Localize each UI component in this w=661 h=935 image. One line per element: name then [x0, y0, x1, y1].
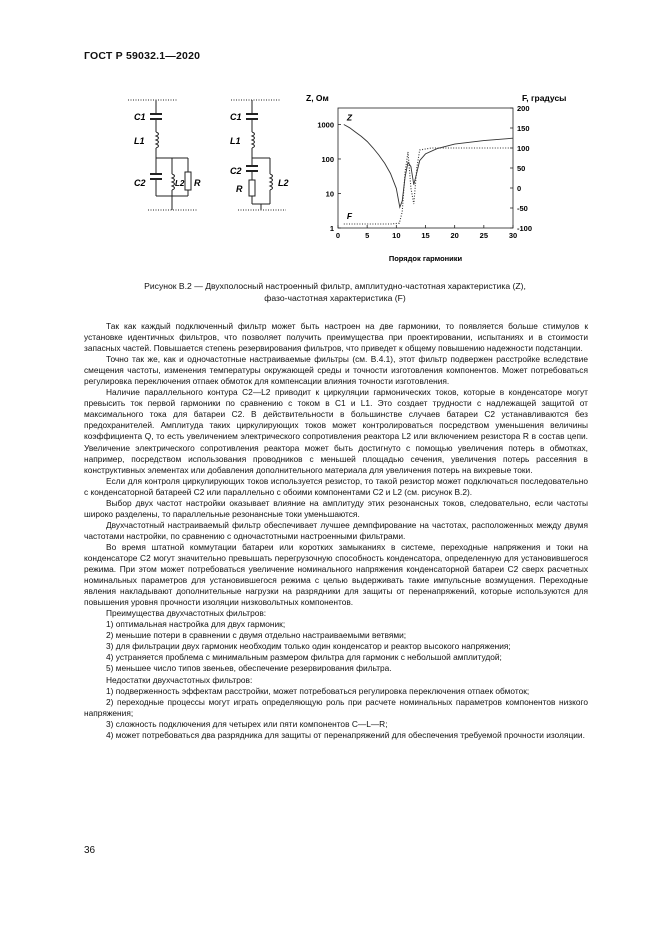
x-tick-label: 25: [479, 231, 489, 240]
label-c1-b: C1: [230, 112, 242, 122]
figure-caption: [84, 280, 586, 304]
body-text: [84, 321, 588, 741]
advantage-item-4: 4) устраняется проблема с минимальным размером фильтра для гармоник с небольшой амплитудой;: [106, 652, 502, 663]
label-c2-b: C2: [230, 166, 242, 176]
frequency-response-chart: [298, 86, 583, 271]
x-tick-label: 10: [392, 231, 401, 240]
y2-tick-label: 150: [517, 124, 530, 133]
y2-tick-label: 50: [517, 164, 526, 173]
caption-line-1: Рисунок В.2 — Двухполосный настроенный фильтр, амплитудно-частотная характеристика (Z),: [144, 281, 526, 291]
x-axis-label: Порядок гармоники: [388, 254, 463, 263]
label-r-a: R: [194, 178, 201, 188]
disadvantage-item-1: 1) подверженность эффектам расстройки, может потребоваться регулировка переключения отпаек обмоток;: [106, 685, 530, 696]
advantage-item-2: 2) меньшие потери в сравнении с двумя отдельно настраиваемыми ветвями;: [106, 630, 407, 641]
label-l1-a: L1: [134, 136, 145, 146]
y-tick-label: 1000: [317, 120, 334, 130]
advantage-item-3: 3) для фильтрации двух гармоник необходим только один конденсатор и реактор высокого напряжения;: [106, 641, 511, 652]
paragraph-4: Если для контроля циркулирующих токов используется резистор, то такой резистор может подключаться последовательно с конденсаторной батареей C2 или параллельно с обоими компонентами C2 и L2 (см. рисунок В.2).: [84, 475, 588, 497]
disadvantage-item-2: 2) переходные процессы могут играть определяющую роль при расчете номинальных параметров компонентов низкого напряжения;: [84, 696, 588, 718]
x-tick-label: 5: [365, 231, 370, 240]
series-line-z: [344, 125, 513, 208]
series-line-f: [344, 148, 513, 224]
label-l2-a: L2: [175, 179, 185, 188]
paragraph-1: Так как каждый подключенный фильтр может быть настроен на две гармоники, то появляется больше стимулов к установке идентичных фильтров, что позволяет получить преимущества при проектировании, испытаниях и в стоимости запасных частей. Повышается степень резервирования фильтров, что приведет к общему повышению надежности подстанции.: [84, 321, 588, 354]
y-tick-label: 100: [321, 154, 334, 164]
series-label-z: Z: [346, 112, 353, 123]
y2-tick-label: -50: [517, 204, 528, 213]
label-c2-a: C2: [134, 178, 146, 188]
y-axis-label: Z, Ом: [306, 93, 329, 103]
x-tick-label: 20: [450, 231, 459, 240]
label-l1-b: L1: [230, 136, 241, 146]
label-c1-a: C1: [134, 112, 146, 122]
figure: [108, 86, 578, 271]
paragraph-7: Во время штатной коммутации батареи или коротких замыканиях в системе, переходные напряжения и токи на конденсаторе C2 могут значительно превышать перегрузочную способность конденсатора, определенную для установившегося режима. При этом может потребоваться увеличение номинального напряжения конденсаторной батареи C2 сверх расчетных номинальных параметров для установившегося режима с целью выдерживать такие импульсные возмущения. Переходные явления накладывают дополнительные нагрузки на разрядники для защиты от перенапряжений, которые используются для повышения уровня прочности изоляции низковольтных компонентов.: [84, 541, 588, 608]
y2-tick-label: 200: [517, 104, 530, 113]
caption-line-2: фазо-частотная характеристика (F): [264, 293, 406, 303]
y2-tick-label: 0: [517, 184, 522, 193]
series-label-f: F: [346, 211, 353, 221]
paragraph-2: Точно так же, как и одночастотные настраиваемые фильтры (см. В.4.1), этот фильтр подвержен расстройке вследствие смещения частоты, изменения температуры окружающей среды и точности изготовления компонентов. Может потребоваться регулировка переключения отпаек обмоток для компенсации влияния точности изготовления.: [84, 354, 588, 387]
y2-tick-label: 100: [517, 144, 530, 153]
label-l2-b: L2: [278, 178, 289, 188]
disadvantages-title: Недостатки двухчастотных фильтров:: [106, 674, 253, 685]
x-tick-label: 0: [335, 231, 341, 240]
y-tick-label: 1: [329, 224, 334, 233]
y2-tick-label: -100: [517, 224, 533, 233]
circuit-diagram-b: [216, 86, 306, 226]
plot-frame: [338, 108, 513, 228]
paragraph-5: Выбор двух частот настройки оказывает влияние на амплитуду этих резонансных токов, следовательно, если частоты широко разделены, то параллельные резонансные токи уменьшаются.: [84, 497, 588, 519]
y-tick-label: 10: [325, 189, 334, 199]
label-r-b: R: [236, 184, 243, 194]
circuit-diagram-a: [108, 86, 208, 226]
paragraph-6: Двухчастотный настраиваемый фильтр обеспечивает лучшее демпфирование на частотах, расположенных между двумя частотами настройки, по сравнению с одночастотными настроенными фильтрами.: [84, 519, 588, 541]
advantage-item-5: 5) меньшее число типов звеньев, обеспечение резервирования фильтра.: [106, 663, 392, 674]
disadvantage-item-3: 3) сложность подключения для четырех или пяти компонентов C—L—R;: [106, 718, 388, 729]
x-tick-label: 30: [508, 231, 518, 240]
advantage-item-1: 1) оптимальная настройка для двух гармоник;: [106, 619, 286, 630]
x-tick-label: 15: [421, 231, 430, 240]
y2-axis-label: F, градусы: [522, 93, 567, 103]
disadvantage-item-4: 4) может потребоваться два разрядника для защиты от перенапряжений для обеспечения требуемой прочности изоляции.: [106, 729, 585, 740]
page-number: 36: [84, 845, 96, 856]
advantages-title: Преимущества двухчастотных фильтров:: [106, 608, 267, 619]
paragraph-3: Наличие параллельного контура C2—L2 приводит к циркуляции гармонических токов, которые в конденсаторе могут превысить ток первой гармоники по сравнению с током в C1 и L1. Это создает трудности с надлежащей защитой от максимального тока для батареи C2. В действительности в большинстве случаев батареи C2 устанавливаются без предохранителей. Амплитуда таких циркулирующих токов может контролироваться посредством уменьшения величины коэффициента Q, то есть увеличением электрического сопротивления реактора L2 или включением резистора R в состав цепи. Увеличение электрического сопротивления реактора может быть достигнуто с помощью увеличения потерь в обмотках, например, посредством использования проводников с меньшей площадью сечения, увеличения потерь рассеяния в конструктивных элементах или добавления дополнительного материала для увеличения потерь на вихревые токи.: [84, 387, 588, 475]
document-header: ГОСТ Р 59032.1—2020: [84, 50, 201, 62]
